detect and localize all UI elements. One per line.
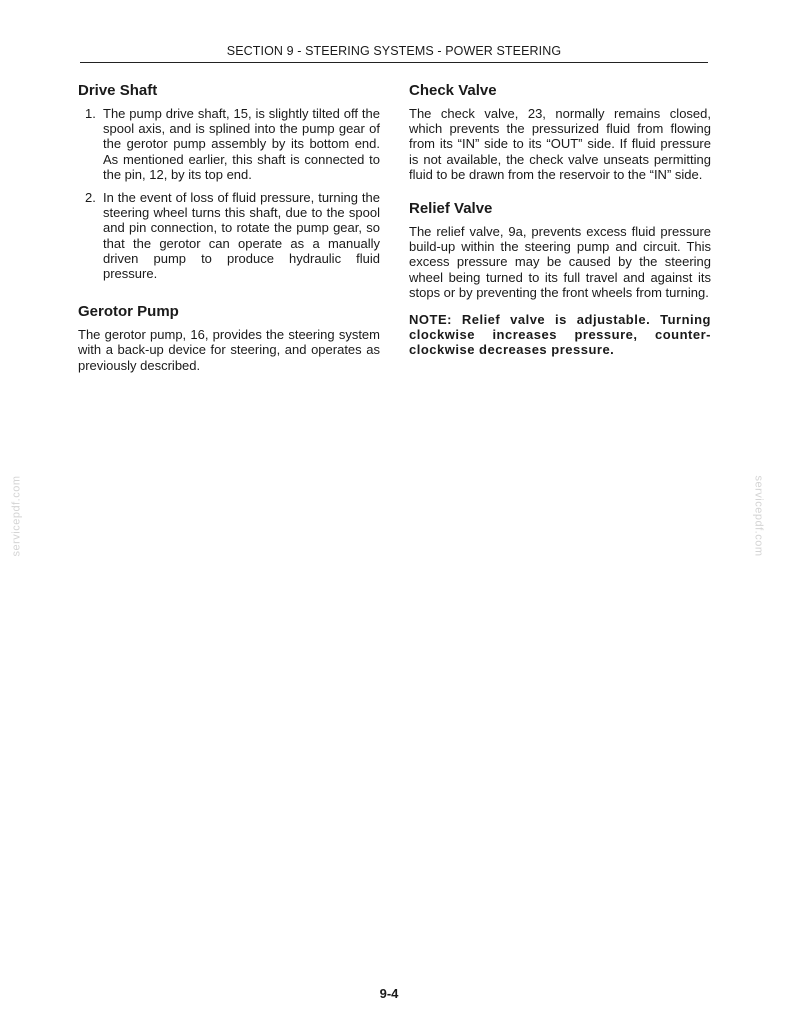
list-item-text: In the event of loss of fluid pressure, turning the steering wheel turns this shaft, due to the spool and pin connection, to rotate the pump gear, so that the gerotor can operate as a manually driven pump to produce hydraulic fluid pressure. [103, 190, 380, 282]
list-item-text: The pump drive shaft, 15, is slightly tilted off the spool axis, and is splined into the pump gear of the gerotor pump assembly by its bottom end. As mentioned earlier, this shaft is connected to the pin, 12, by its top end. [103, 106, 380, 182]
list-item-number: 2. [85, 190, 96, 206]
section-header: SECTION 9 - STEERING SYSTEMS - POWER STEERING [80, 44, 708, 63]
drive-shaft-heading: Drive Shaft [78, 82, 158, 99]
left-column [78, 82, 380, 373]
list-item [78, 106, 380, 182]
drive-shaft-list [78, 106, 380, 281]
check-valve-text: The check valve, 23, normally remains closed, which prevents the pressurized fluid from flowing from its “IN” side to its “OUT” side. If fluid pressure is not available, the check valve unseats permitting fluid to be drawn from the reservoir to the “IN” side. [409, 106, 711, 182]
check-valve-heading: Check Valve [409, 82, 497, 99]
relief-valve-note: NOTE: Relief valve is adjustable. Turning clockwise increases pressure, counter-clockwise decreases pressure. [409, 312, 711, 358]
relief-valve-heading: Relief Valve [409, 200, 493, 218]
page-number: 9-4 [379, 986, 399, 1001]
list-item [78, 190, 380, 281]
gerotor-pump-text: The gerotor pump, 16, provides the steering system with a back-up device for steering, and operates as previously described. [78, 327, 380, 373]
relief-valve-text: The relief valve, 9a, prevents excess fluid pressure build-up within the steering pump and circuit. This excess pressure may be caused by the steering wheel being turned to its full travel and against its stops or by preventing the front wheels from turning. [409, 224, 711, 300]
gerotor-pump-heading: Gerotor Pump [78, 303, 179, 321]
watermark-left: servicepdf.com [10, 475, 23, 557]
watermark-right: servicepdf.com [752, 475, 765, 557]
list-item-number: 1. [85, 106, 96, 121]
right-column [409, 82, 711, 358]
